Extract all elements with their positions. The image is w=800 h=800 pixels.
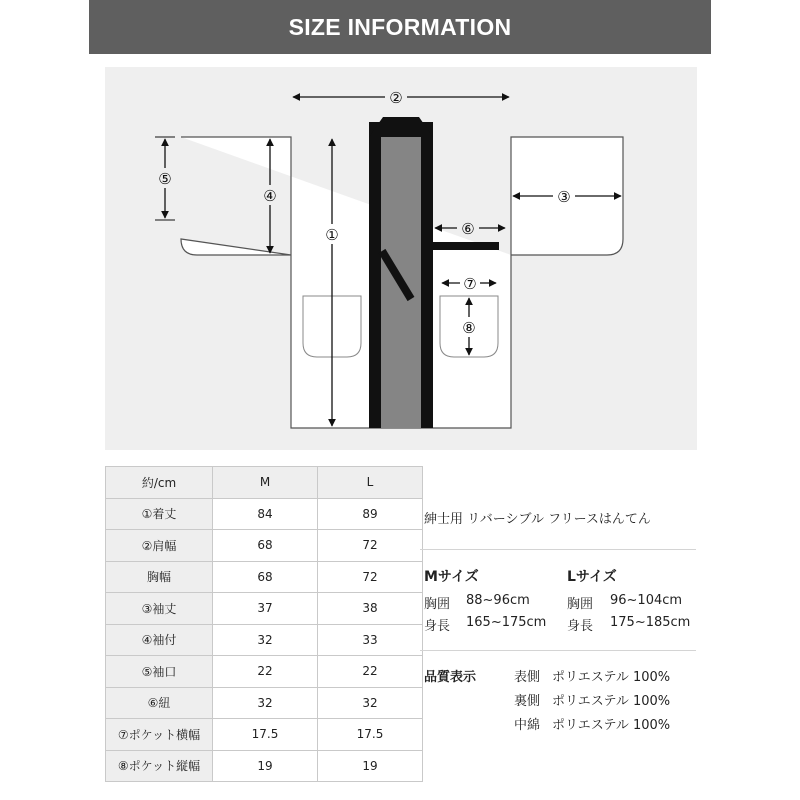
collar-neck bbox=[369, 117, 433, 137]
table-row bbox=[106, 530, 423, 562]
quality-title: 品質表示 bbox=[424, 670, 477, 685]
row-value-m: 37 bbox=[213, 593, 318, 625]
table-row bbox=[106, 561, 423, 593]
row-value-m: 68 bbox=[213, 530, 318, 562]
fit-m-height-label: 身長 bbox=[424, 619, 451, 634]
garment-diagram bbox=[105, 67, 697, 450]
row-value-l: 32 bbox=[318, 687, 423, 719]
table-row bbox=[106, 719, 423, 751]
product-name: 紳士用 リバーシブル フリースはんてん bbox=[424, 512, 651, 527]
tie-right bbox=[433, 242, 499, 250]
marker-4: ④ bbox=[263, 187, 277, 205]
row-label: ⑥紐 bbox=[106, 687, 213, 719]
fit-l-height-value: 175~185cm bbox=[610, 615, 691, 630]
row-value-l: 22 bbox=[318, 656, 423, 688]
marker-2: ② bbox=[389, 89, 403, 107]
size-table-header-l: L bbox=[318, 467, 423, 499]
marker-8: ⑧ bbox=[462, 319, 476, 337]
row-label: ①着丈 bbox=[106, 498, 213, 530]
row-value-l: 17.5 bbox=[318, 719, 423, 751]
fit-m-height-value: 165~175cm bbox=[466, 615, 547, 630]
table-row bbox=[106, 498, 423, 530]
quality-part: 中綿 bbox=[514, 718, 541, 733]
row-value-m: 84 bbox=[213, 498, 318, 530]
row-label: 胸幅 bbox=[106, 561, 213, 593]
table-row bbox=[106, 750, 423, 782]
row-value-m: 17.5 bbox=[213, 719, 318, 751]
row-label: ②肩幅 bbox=[106, 530, 213, 562]
quality-material: ポリエステル 100% bbox=[552, 670, 671, 685]
row-label: ⑤袖口 bbox=[106, 656, 213, 688]
divider bbox=[420, 650, 696, 651]
row-label: ⑧ポケット縦幅 bbox=[106, 750, 213, 782]
row-value-l: 33 bbox=[318, 624, 423, 656]
banner-title: SIZE INFORMATION bbox=[288, 13, 512, 40]
divider bbox=[420, 549, 696, 550]
table-row bbox=[106, 656, 423, 688]
row-label: ⑦ポケット横幅 bbox=[106, 719, 213, 751]
size-table-header-unit: 約/cm bbox=[106, 467, 213, 499]
table-row bbox=[106, 593, 423, 625]
row-value-m: 32 bbox=[213, 687, 318, 719]
row-value-m: 68 bbox=[213, 561, 318, 593]
row-value-l: 89 bbox=[318, 498, 423, 530]
fit-m-title: Mサイズ bbox=[424, 569, 479, 585]
row-value-m: 32 bbox=[213, 624, 318, 656]
size-information-banner bbox=[89, 0, 711, 54]
quality-material: ポリエステル 100% bbox=[552, 694, 671, 709]
row-value-l: 38 bbox=[318, 593, 423, 625]
row-value-m: 19 bbox=[213, 750, 318, 782]
marker-6: ⑥ bbox=[461, 220, 475, 238]
row-value-l: 72 bbox=[318, 561, 423, 593]
quality-material: ポリエステル 100% bbox=[552, 718, 671, 733]
fit-l-height-label: 身長 bbox=[567, 619, 594, 634]
fit-l-title: Lサイズ bbox=[567, 569, 617, 585]
table-row bbox=[106, 687, 423, 719]
size-table-header-m: M bbox=[213, 467, 318, 499]
fit-l-chest-value: 96~104cm bbox=[610, 593, 683, 608]
row-value-l: 72 bbox=[318, 530, 423, 562]
quality-part: 表側 bbox=[514, 670, 541, 685]
size-table bbox=[105, 466, 423, 782]
hanten-diagram-svg bbox=[105, 67, 697, 450]
marker-7: ⑦ bbox=[463, 275, 477, 293]
quality-part: 裏側 bbox=[514, 694, 541, 709]
fit-m-chest-label: 胸囲 bbox=[424, 597, 451, 612]
marker-3: ③ bbox=[557, 188, 571, 206]
table-row bbox=[106, 624, 423, 656]
size-table-header-row bbox=[106, 467, 423, 499]
row-value-l: 19 bbox=[318, 750, 423, 782]
row-label: ③袖丈 bbox=[106, 593, 213, 625]
marker-5: ⑤ bbox=[158, 170, 172, 188]
fit-m-chest-value: 88~96cm bbox=[466, 593, 530, 608]
marker-1: ① bbox=[325, 226, 339, 244]
fit-l-chest-label: 胸囲 bbox=[567, 597, 594, 612]
row-value-m: 22 bbox=[213, 656, 318, 688]
row-label: ④袖付 bbox=[106, 624, 213, 656]
